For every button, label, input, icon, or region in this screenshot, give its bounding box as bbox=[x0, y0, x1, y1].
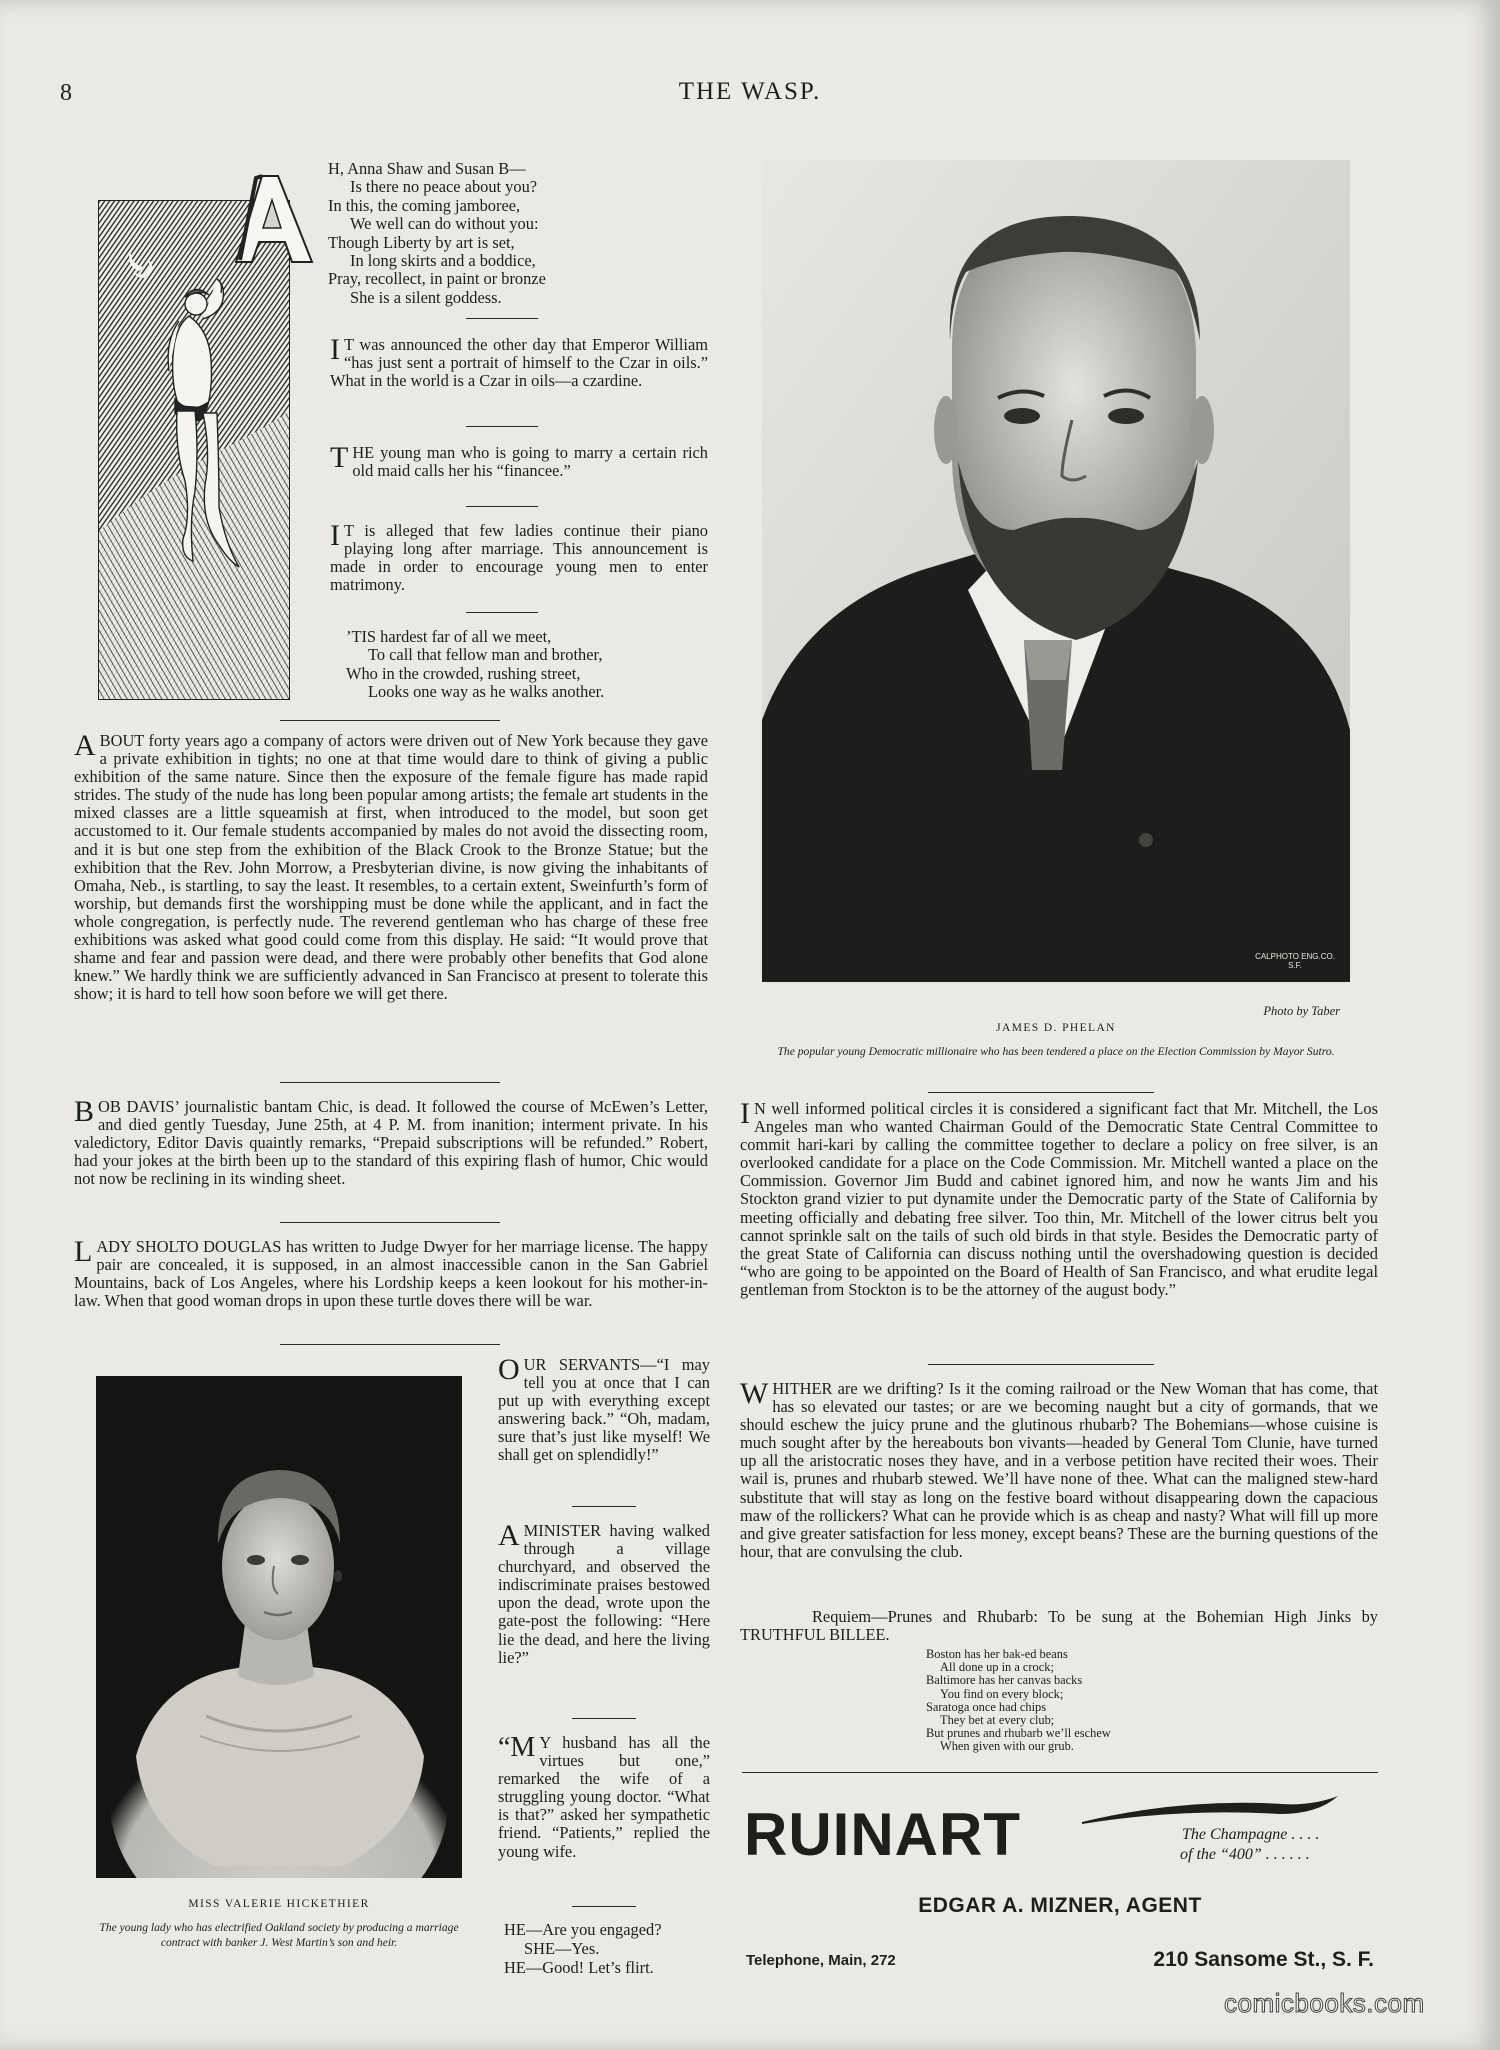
engraver-mark: CALPHOTO ENG.CO. S.F. bbox=[1255, 952, 1335, 970]
divider bbox=[466, 318, 538, 319]
item-minister: AMINISTER having walked through a village churchyard, and observed the indiscriminate praises bestowed upon the dead, wrote upon the gate-post the following: “Here lie the dead, and here the living lie?” bbox=[498, 1519, 710, 1667]
item-lady-douglas: LADY SHOLTO DOUGLAS has written to Judge Dwyer for her marriage license. The happy pair are concealed, it is supposed, in an almost inaccessible canon in the San Gabriel Mountains, back of Los Angeles, where his Lordship keeps a keen lookout for his mother-in-law. When that good woman drops in upon these turtle doves there will be war. bbox=[74, 1235, 708, 1311]
ruinart-ad bbox=[742, 1780, 1378, 1980]
ad-address: 210 Sansome St., S. F. bbox=[1153, 1948, 1374, 1971]
watermark: comicbooks.com bbox=[1224, 1988, 1425, 2018]
page-number: 8 bbox=[60, 80, 72, 106]
photo-james-phelan bbox=[762, 160, 1350, 982]
poem-line: In this, the coming jamboree, bbox=[328, 195, 521, 215]
item-piano: I T is alleged that few ladies continue their piano playing long after marriage. This announcement is made in order to encourage young men to enter matrimony. bbox=[330, 519, 708, 595]
drop-letter-a-block bbox=[232, 170, 318, 270]
item-husband: “M Y husband has all the virtues but one,” remarked the wife of a struggling young doctor. “What is that?” asked her sympathetic friend. “Patients,” replied the young wife. bbox=[498, 1732, 710, 1861]
ad-tagline-2: of the “400” . . . . . . bbox=[1180, 1846, 1310, 1863]
divider bbox=[466, 426, 538, 427]
item-financee: THE young man who is going to marry a certain rich old maid calls her his “financee.” bbox=[330, 441, 708, 481]
poem-line: H, Anna Shaw and Susan B— bbox=[328, 159, 526, 178]
divider bbox=[280, 1222, 500, 1223]
requiem-intro: Requiem—Prunes and Rhubarb: To be sung at the Bohemian High Jinks by TRUTHFUL BILLEE. bbox=[740, 1607, 1378, 1645]
dancer-figure-icon bbox=[99, 201, 289, 699]
divider bbox=[928, 1364, 1154, 1365]
divider bbox=[280, 1344, 500, 1345]
divider bbox=[280, 1082, 500, 1083]
poem-line: Though Liberty by art is set, bbox=[328, 232, 515, 252]
poem-fellow-man bbox=[346, 628, 726, 702]
item-whither: WHITHER are we drifting? Is it the coming railroad or the New Woman that has come, that has so elevated our tastes; or are we becoming naught but a city of gormands, that we should eschew the juicy prune and the glutinous rhubarb? The Bohemians—whose cuisine is much sought after by the hereabouts bon vivants—headed by General Tom Clunie, have turned up all the aristocratic noses they have, and in a verbose petition have recited their woes. Their wail is, prunes and rhubarb stewed. We’ll have none of thee. What can the maligned stew-hard substitute that will stay as long on the festive board without disappearing down the capacious maw of the rollickers? What can he provide which is as cheap and nasty? What will fill up more and give greater satisfaction for less money, except beans? These are the burning questions of the hour, that are convulsing the club. bbox=[740, 1377, 1378, 1561]
flourish-icon bbox=[1082, 1790, 1338, 1830]
divider bbox=[572, 1506, 636, 1507]
divider bbox=[572, 1718, 636, 1719]
poem-line: ’TIS hardest far of all we meet, bbox=[346, 627, 552, 646]
item-engaged: HE—Are you engaged? SHE—Yes. HE—Good! Let’s flirt. bbox=[504, 1920, 662, 1977]
caption-name-phelan: JAMES D. PHELAN bbox=[996, 1022, 1116, 1034]
ad-telephone: Telephone, Main, 272 bbox=[746, 1952, 896, 1969]
ruinart-brand: RUINART bbox=[744, 1801, 1021, 1868]
caption-desc-phelan: The popular young Democratic millionaire who has been tendered a place on the Election Commission by Mayor Sutro. bbox=[777, 1045, 1335, 1058]
divider bbox=[928, 1092, 1154, 1093]
poem-line: Is there no peace about you? bbox=[350, 177, 538, 197]
item-czar: I T was announced the other day that Emperor William “has just sent a portrait of himself to the Czar in oils.” What in the world is a Czar in oils—a czardine. bbox=[330, 333, 708, 391]
poem-line: She is a silent goddess. bbox=[350, 287, 502, 307]
poem-line: Looks one way as he walks another. bbox=[368, 682, 605, 702]
ad-agent: EDGAR A. MIZNER, AGENT bbox=[918, 1894, 1202, 1917]
item-servants: OUR SERVANTS—“I may tell you at once that I can put up with everything except answering back.” “Oh, madam, sure that’s just like myself! We shall get on splendidly!” bbox=[498, 1353, 710, 1465]
photo-credit: Photo by Taber bbox=[1263, 1004, 1340, 1018]
requiem-poem: Boston has her bak-ed beans All done up in a crock; Baltimore has her canvas backs You find on every block; Saratoga once had chips They bet at every club; But prunes and rhubarb we’ll eschew When given with our grub. bbox=[926, 1647, 1111, 1754]
photo-valerie-hickethier bbox=[96, 1376, 462, 1878]
poem-line: To call that fellow man and brother, bbox=[368, 645, 603, 665]
item-tights: ABOUT forty years ago a company of actors were driven out of New York because they gave a private exhibition in tights; no one at that time would dare to think of giving a public exhibition of the same nature. Since then the exposure of the female figure has made rapid strides. The study of the nude has long been popular among artists; the female art students in the mixed classes are a little squeamish at first, when introduced to the model, but soon get accustomed to it. Our female students accompanied by males do not avoid the dissecting room, and it is but one step from the exhibition of the Black Crook to the Bronze Statue; but the exhibition that the Rev. John Morrow, a Presbyterian divine, is now giving the inhabitants of Omaha, Neb., is startling, to say the least. It resembles, to a certain extent, Sweinfurth’s form of worship, but demands first the worshipping must be done while the applicant, and in fact the whole congregation, is perfectly nude. The reverend gentleman who has charge of these free exhibitions was asked what good could come from this display. He said: “It would prove that shame and fear and passion were dead, and there were probably other benefits that God alone knew.” We hardly think we are sufficiently advanced in San Francisco at present to tolerate this show; it is hard to tell how soon before we will get there. bbox=[74, 729, 708, 1004]
divider bbox=[466, 506, 538, 507]
dancer-illustration bbox=[98, 200, 290, 700]
ad-top-rule bbox=[742, 1772, 1378, 1773]
item-mitchell: I N well informed political circles it is considered a significant fact that Mr. Mitchell, the Los Angeles man who wanted Chairman Gould of the Democratic State Central Committee to commit hari-kari by calling the committee together to declare a policy on free silver, is an overlooked candidate for a place on the Code Commission. Mr. Mitchell wanted a place on the Commission. Governor Jim Budd and cabinet ignored him, and now he wants Jim and his Stockton grand vizier to put dynamite under the Democratic party of the State of California by meeting officially and debating free silver. Too thin, Mr. Mitchell of the lower citrus belt you cannot sprinkle salt on the tails of such old birds in that style. Besides the Democratic party of the great State of California can discuss nothing until the overshadowing question is decided “who are going to be appointed on the Board of Health of San Francisco, and what erudite legal gentleman from Stockton is to be the attorney of the august body.” bbox=[740, 1097, 1378, 1299]
caption-name-hickethier: MISS VALERIE HICKETHIER bbox=[188, 1898, 370, 1910]
poem-anna-shaw bbox=[328, 160, 728, 307]
poem-line: Who in the crowded, rushing street, bbox=[346, 663, 581, 683]
divider bbox=[466, 612, 538, 613]
poem-line: We well can do without you: bbox=[350, 214, 539, 234]
poem-line: Pray, recollect, in paint or bronze bbox=[328, 269, 546, 289]
poem-line: In long skirts and a boddice, bbox=[350, 251, 536, 271]
ad-tagline-1: The Champagne . . . . bbox=[1182, 1826, 1320, 1843]
divider bbox=[572, 1906, 636, 1907]
caption-desc-hickethier: The young lady who has electrified Oakland society by producing a marriage contract with banker J. West Martin’s son and heir. bbox=[99, 1921, 459, 1949]
item-bob-davis: BOB DAVIS’ journalistic bantam Chic, is dead. It followed the course of McEwen’s Letter, and died gently Tuesday, June 25th, at 4 P. M. from inanition; interment private. In his valedictory, Editor Davis quaintly remarks, “Prepaid subscriptions will be refunded.” Robert, had your jokes at the birth been up to the standard of this expiring flash of humor, Chic would not now be reclining in its winding sheet. bbox=[74, 1095, 708, 1189]
divider bbox=[280, 720, 500, 721]
page-title: THE WASP. bbox=[678, 78, 822, 105]
